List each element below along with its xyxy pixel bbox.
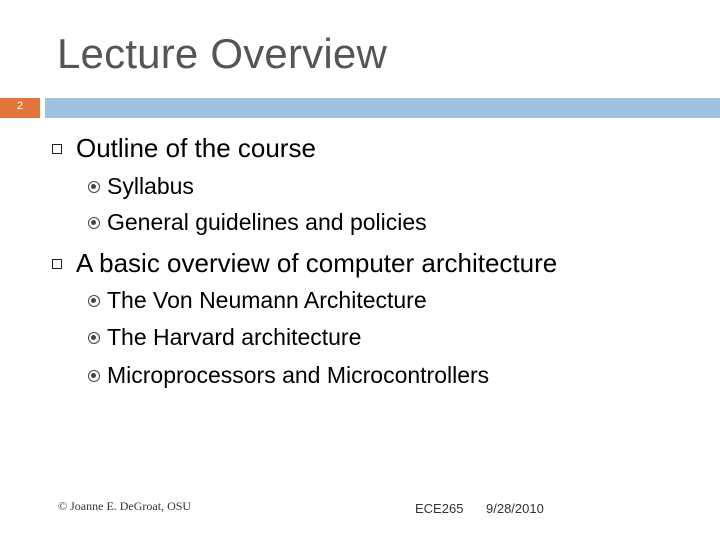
circle-bullet-icon	[88, 370, 100, 382]
circle-bullet-icon	[88, 332, 100, 344]
footer-course: ECE265	[415, 501, 464, 516]
bullet-text: A basic overview of computer architecture	[76, 248, 558, 278]
sub-bullet-item	[88, 324, 361, 351]
bullet-item	[52, 133, 316, 164]
circle-bullet-icon	[88, 295, 100, 307]
sub-bullet-item	[88, 209, 427, 236]
square-bullet-icon	[52, 144, 62, 154]
sub-bullet-text: Microprocessors and Microcontrollers	[107, 362, 490, 388]
circle-bullet-icon	[88, 181, 100, 193]
sub-bullet-item	[88, 362, 489, 389]
footer-copyright: © Joanne E. DeGroat, OSU	[58, 499, 192, 513]
bullet-item	[52, 248, 557, 279]
sub-bullet-text: The Von Neumann Architecture	[107, 287, 427, 313]
sub-bullet-text: General guidelines and policies	[107, 209, 427, 235]
sub-bullet-text: Syllabus	[107, 173, 194, 199]
circle-bullet-icon	[88, 217, 100, 229]
footer-date: 9/28/2010	[486, 501, 544, 516]
title-divider-bar	[45, 98, 720, 118]
sub-bullet-text: The Harvard architecture	[107, 324, 362, 350]
square-bullet-icon	[52, 259, 62, 269]
bullet-text: Outline of the course	[76, 133, 316, 163]
sub-bullet-item	[88, 287, 427, 314]
slide-title: Lecture Overview	[57, 30, 387, 77]
sub-bullet-item	[88, 173, 194, 200]
slide-number: 2	[16, 100, 24, 112]
